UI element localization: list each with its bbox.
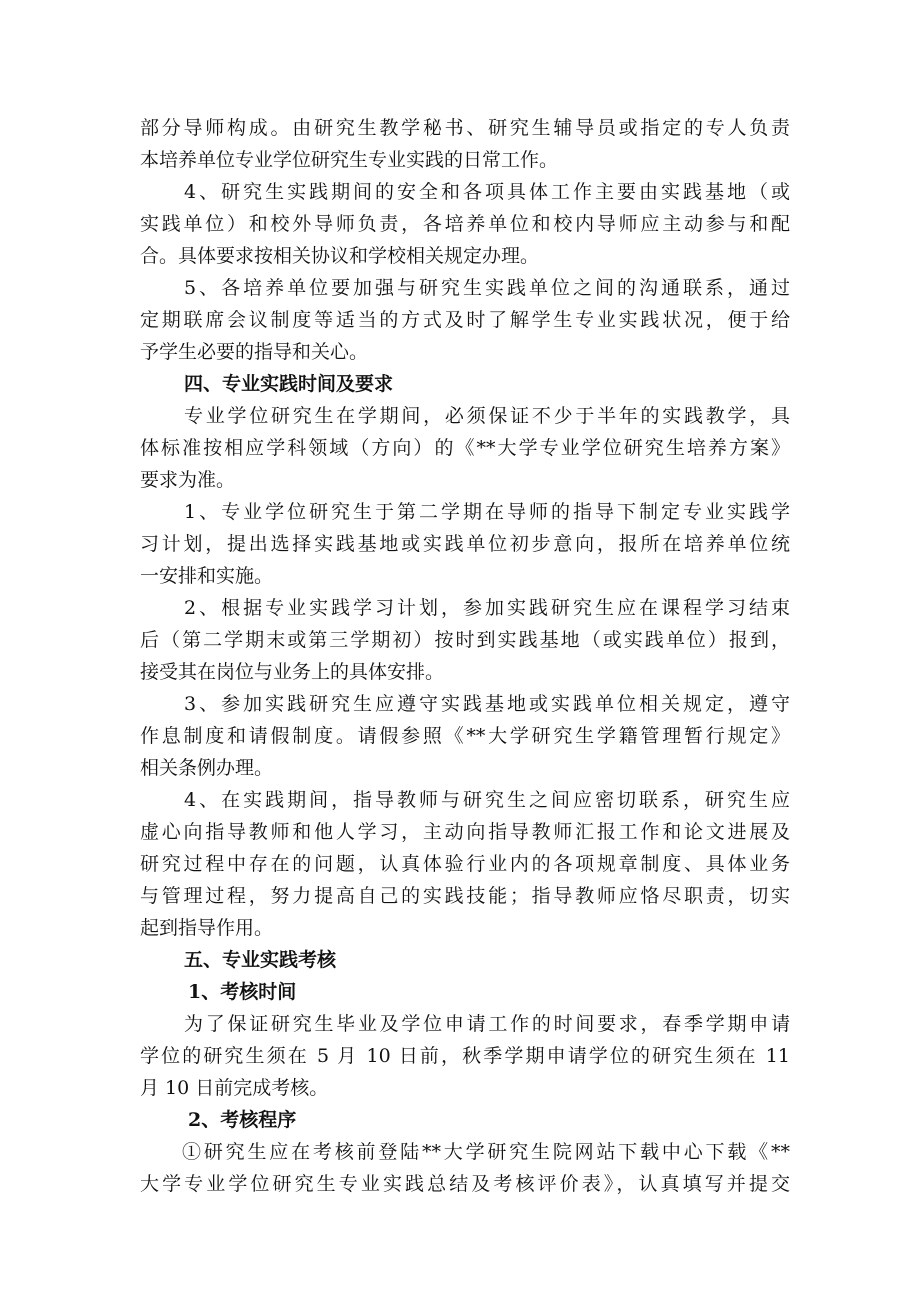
text-line: 起到指导作用。: [140, 917, 274, 939]
text-line: 习计划，提出选择实践基地或实践单位初步意向，报所在培养单位统: [140, 533, 790, 555]
subsection-heading: 1、考核时间: [188, 981, 297, 1003]
text-line: ①研究生应在考核前登陆**大学研究生院网站下载中心下载《**: [182, 1141, 790, 1163]
section-heading: 五、专业实践考核: [184, 949, 337, 971]
section-heading: 四、专业实践时间及要求: [184, 373, 394, 395]
text-line: 定期联席会议制度等适当的方式及时了解学生专业实践状况，便于给: [140, 309, 790, 331]
text-line: 合。具体要求按相关协议和学校相关规定办理。: [140, 245, 540, 267]
text-line: 学位的研究生须在 5 月 10 日前，秋季学期申请学位的研究生须在 11: [140, 1045, 790, 1067]
text-line: 部分导师构成。由研究生教学秘书、研究生辅导员或指定的专人负责: [140, 117, 790, 139]
text-line: 本培养单位专业学位研究生专业实践的日常工作。: [140, 149, 559, 171]
text-line: 一安排和实施。: [140, 565, 274, 587]
text-line: 大学专业学位研究生专业实践总结及考核评价表》，认真填写并提交: [140, 1173, 790, 1195]
text-line: 后（第二学期末或第三学期初）按时到实践基地（或实践单位）报到，: [140, 629, 790, 651]
text-line: 研究过程中存在的问题，认真体验行业内的各项规章制度、具体业务: [140, 853, 790, 875]
text-line: 2、根据专业实践学习计划，参加实践研究生应在课程学习结束: [184, 597, 790, 619]
text-line: 专业学位研究生在学期间，必须保证不少于半年的实践教学，具: [184, 405, 790, 427]
text-line: 体标准按相应学科领域（方向）的《**大学专业学位研究生培养方案》: [140, 437, 790, 459]
text-line: 接受其在岗位与业务上的具体安排。: [140, 661, 445, 683]
text-line: 4、研究生实践期间的安全和各项具体工作主要由实践基地（或: [184, 181, 790, 203]
text-line: 作息制度和请假制度。请假参照《**大学研究生学籍管理暂行规定》: [140, 725, 790, 747]
text-line: 与管理过程，努力提高自己的实践技能；指导教师应恪尽职责，切实: [140, 885, 790, 907]
text-line: 实践单位）和校外导师负责，各培养单位和校内导师应主动参与和配: [140, 213, 790, 235]
text-line: 予学生必要的指导和关心。: [140, 341, 369, 363]
text-line: 相关条例办理。: [140, 757, 274, 779]
text-line: 5、各培养单位要加强与研究生实践单位之间的沟通联系，通过: [184, 277, 790, 299]
text-line: 4、在实践期间，指导教师与研究生之间应密切联系，研究生应: [184, 789, 790, 811]
document-page: [140, 112, 790, 1200]
text-line: 3、参加实践研究生应遵守实践基地或实践单位相关规定，遵守: [184, 693, 790, 715]
text-line: 虚心向指导教师和他人学习，主动向指导教师汇报工作和论文进展及: [140, 821, 790, 843]
text-line: 为了保证研究生毕业及学位申请工作的时间要求，春季学期申请: [184, 1013, 790, 1035]
text-line: 要求为准。: [140, 469, 236, 491]
subsection-heading: 2、考核程序: [188, 1109, 297, 1131]
text-line: 1、专业学位研究生于第二学期在导师的指导下制定专业实践学: [184, 501, 790, 523]
text-line: 月 10 日前完成考核。: [140, 1077, 329, 1099]
